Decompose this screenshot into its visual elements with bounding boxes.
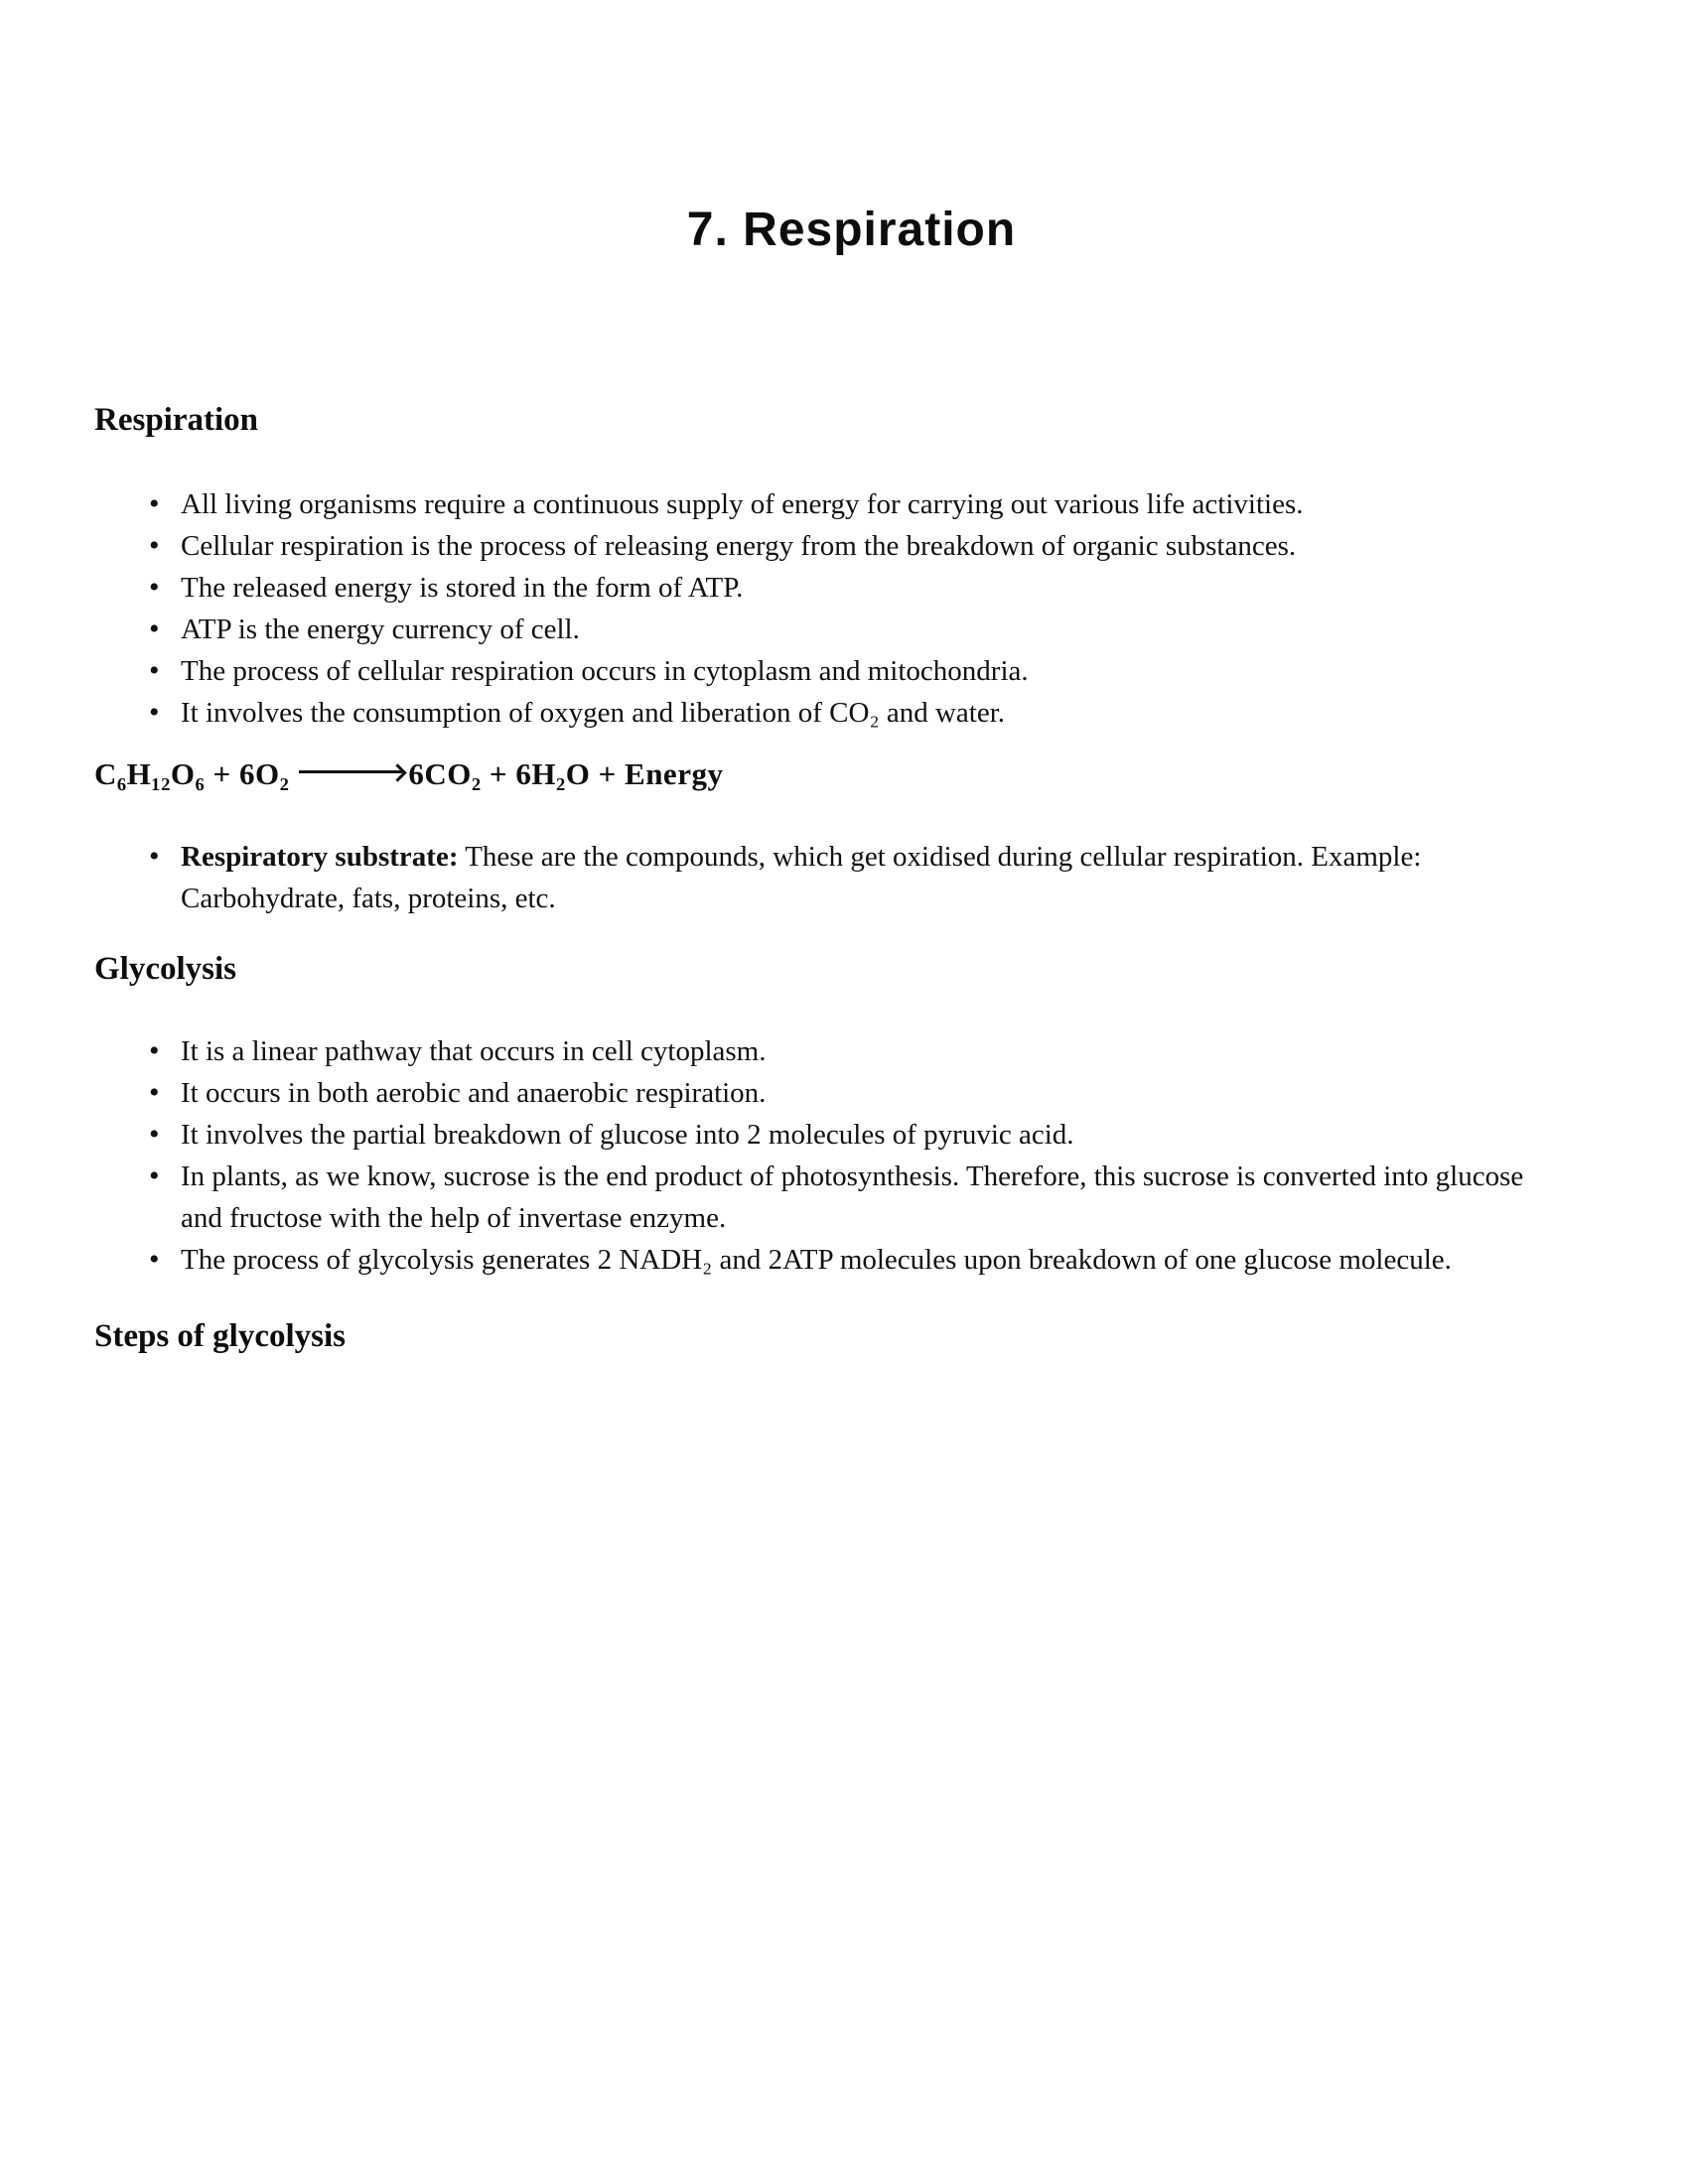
bullet-item: • It is a linear pathway that occurs in cell cytoplasm. — [94, 1030, 1564, 1072]
section-heading-respiration: Respiration — [94, 402, 258, 438]
bullet-item: • All living organisms require a continuous supply of energy for carrying out various life activities. — [94, 483, 1564, 525]
bullet-item: • The released energy is stored in the form of ATP. — [94, 567, 1564, 609]
equation-lhs: C₆H₁₂O₆ + 6O₂ — [94, 755, 290, 791]
bullet-item: • The process of cellular respiration occurs in cytoplasm and mitochondria. — [94, 650, 1564, 692]
chemical-equation — [94, 748, 1609, 798]
bullet-item: • ATP is the energy currency of cell. — [94, 609, 1564, 650]
bullet-item: • Cellular respiration is the process of releasing energy from the breakdown of organic substances. — [94, 525, 1564, 567]
equation-rhs: 6CO₂ + 6H₂O + Energy — [408, 755, 724, 791]
section-heading-glycolysis: Glycolysis — [94, 950, 237, 987]
bullet-item — [94, 836, 1564, 919]
bullet-item: • It involves the partial breakdown of glucose into 2 molecules of pyruvic acid. — [94, 1114, 1564, 1156]
bullet-item: • It occurs in both aerobic and anaerobic respiration. — [94, 1072, 1564, 1114]
bullet-item: • It involves the consumption of oxygen and liberation of CO₂ and water. — [94, 692, 1564, 734]
section-heading-steps-of-glycolysis: Steps of glycolysis — [94, 1317, 347, 1354]
substrate-text: These are the compounds, which get oxidised during cellular respiration. Example: Carbohydrate, fats, proteins, etc. — [181, 840, 1422, 914]
substrate-label: Respiratory substrate: — [181, 840, 459, 873]
respiration-bullet-list — [94, 483, 1609, 734]
reaction-arrow-icon — [299, 770, 402, 773]
glycolysis-bullet-list — [94, 1030, 1609, 1281]
bullet-item: • In plants, as we know, sucrose is the end product of photosynthesis. Therefore, this sucrose is converted into glucose and fructose with the help of invertase enzyme. — [94, 1156, 1564, 1239]
page-title: 7. Respiration — [686, 204, 1017, 256]
respiratory-substrate-list — [94, 836, 1609, 919]
bullet-item: • The process of glycolysis generates 2 NADH₂ and 2ATP molecules upon breakdown of one glucose molecule. — [94, 1239, 1564, 1281]
